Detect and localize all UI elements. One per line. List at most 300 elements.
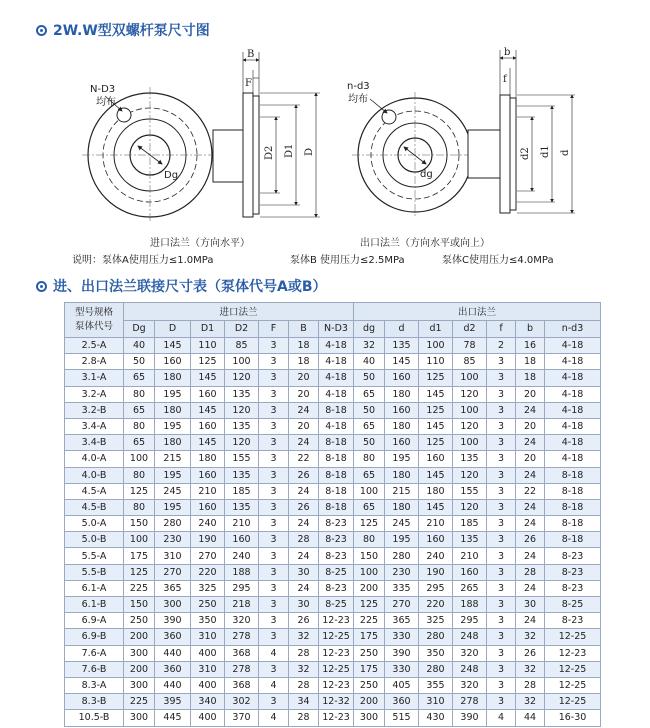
inlet-column-header: D1 [191, 320, 225, 338]
table-cell: 3 [487, 435, 516, 451]
table-cell: 8-18 [319, 435, 354, 451]
table-cell: 22 [516, 483, 545, 499]
section-title-dimension-drawing [36, 20, 210, 40]
table-cell: 3 [487, 386, 516, 402]
table-cell: 185 [225, 483, 259, 499]
table-cell: 302 [225, 694, 259, 710]
table-cell: 32 [289, 661, 319, 677]
table-cell: 100 [354, 564, 385, 580]
table-cell: 3 [487, 564, 516, 580]
table-cell: 145 [155, 338, 191, 354]
table-cell: 8-23 [545, 613, 601, 629]
model-cell: 6.9-B [65, 629, 124, 645]
table-cell: 430 [419, 710, 453, 726]
dim-F-label: F [245, 78, 252, 89]
dim-d2-label: d2 [520, 147, 531, 160]
table-cell: 160 [385, 370, 419, 386]
table-cell: 50 [354, 435, 385, 451]
table-cell: 3 [487, 402, 516, 418]
table-cell: 120 [225, 402, 259, 418]
table-cell: 200 [124, 629, 155, 645]
table-cell: 278 [225, 661, 259, 677]
table-cell: 120 [453, 386, 487, 402]
table-cell: 125 [191, 354, 225, 370]
table-cell: 24 [516, 613, 545, 629]
table-cell: 445 [155, 710, 191, 726]
inlet-dg-label: Dg [164, 170, 179, 181]
table-cell: 240 [419, 548, 453, 564]
table-cell: 360 [155, 629, 191, 645]
table-cell: 18 [516, 354, 545, 370]
flange-dimension-table [64, 302, 601, 727]
table-cell: 210 [225, 516, 259, 532]
table-cell: 135 [225, 499, 259, 515]
dim-f-label: f [503, 74, 507, 85]
table-cell: 26 [289, 499, 319, 515]
table-cell: 245 [155, 483, 191, 499]
outlet-column-header: d [385, 320, 419, 338]
model-cell: 8.3-B [65, 694, 124, 710]
table-cell: 215 [155, 451, 191, 467]
table-row [65, 435, 601, 451]
table-cell: 32 [516, 629, 545, 645]
table-cell: 8-23 [545, 564, 601, 580]
section-title-text: 2W.W型双螺杆泵尺寸图 [53, 23, 210, 39]
table-cell: 65 [124, 435, 155, 451]
table-row [65, 418, 601, 434]
table-cell: 160 [191, 499, 225, 515]
table-cell: 195 [155, 467, 191, 483]
table-cell: 295 [453, 613, 487, 629]
table-cell: 200 [354, 694, 385, 710]
model-cell: 3.2-A [65, 386, 124, 402]
inlet-column-header: D2 [225, 320, 259, 338]
table-cell: 8-18 [545, 467, 601, 483]
table-cell: 248 [453, 629, 487, 645]
table-cell: 120 [225, 435, 259, 451]
table-cell: 3 [259, 580, 289, 596]
section-title-flange-table [36, 276, 327, 296]
table-cell: 100 [225, 354, 259, 370]
table-cell: 390 [155, 613, 191, 629]
model-cell: 4.0-B [65, 467, 124, 483]
dim-d-label: d [560, 149, 571, 156]
table-cell: 50 [124, 354, 155, 370]
outlet-column-header: dg [354, 320, 385, 338]
table-row [65, 516, 601, 532]
table-cell: 180 [155, 435, 191, 451]
table-cell: 12-32 [319, 694, 354, 710]
table-cell: 30 [516, 597, 545, 613]
table-row [65, 499, 601, 515]
table-cell: 3 [487, 370, 516, 386]
table-row [65, 338, 601, 354]
table-row [65, 483, 601, 499]
table-cell: 4-18 [545, 338, 601, 354]
table-cell: 280 [419, 629, 453, 645]
table-cell: 120 [453, 499, 487, 515]
table-cell: 125 [354, 597, 385, 613]
table-cell: 26 [516, 532, 545, 548]
table-cell: 180 [385, 418, 419, 434]
table-cell: 8-23 [545, 580, 601, 596]
table-cell: 8-25 [545, 597, 601, 613]
table-cell: 4-18 [545, 402, 601, 418]
table-cell: 3 [487, 661, 516, 677]
table-cell: 135 [225, 467, 259, 483]
table-cell: 125 [124, 564, 155, 580]
table-cell: 3 [259, 661, 289, 677]
outlet-column-header: d2 [453, 320, 487, 338]
table-cell: 16 [516, 338, 545, 354]
section-title-text: 进、出口法兰联接尺寸表（泵体代号A或B） [53, 279, 327, 295]
table-cell: 225 [354, 613, 385, 629]
table-cell: 3 [259, 629, 289, 645]
table-cell: 210 [419, 516, 453, 532]
model-cell: 2.8-A [65, 354, 124, 370]
table-cell: 3 [259, 483, 289, 499]
table-cell: 195 [155, 499, 191, 515]
corner-line-2: 泵体代号 [74, 321, 113, 332]
table-cell: 34 [289, 694, 319, 710]
table-cell: 180 [419, 483, 453, 499]
model-cell: 4.0-A [65, 451, 124, 467]
table-cell: 145 [419, 467, 453, 483]
table-cell: 4-18 [319, 386, 354, 402]
table-cell: 8-18 [545, 532, 601, 548]
table-cell: 145 [419, 386, 453, 402]
model-cell: 7.6-B [65, 661, 124, 677]
table-cell: 12-25 [545, 661, 601, 677]
table-cell: 3 [259, 564, 289, 580]
table-cell: 30 [289, 597, 319, 613]
table-cell: 28 [289, 677, 319, 693]
table-cell: 135 [385, 338, 419, 354]
table-cell: 4-18 [319, 418, 354, 434]
model-cell: 3.4-A [65, 418, 124, 434]
table-cell: 3 [487, 532, 516, 548]
table-cell: 440 [155, 677, 191, 693]
model-cell: 10.5-B [65, 710, 124, 726]
table-row [65, 645, 601, 661]
table-cell: 220 [419, 597, 453, 613]
inlet-bolt-callout-2: 均布 [96, 97, 116, 108]
table-cell: 32 [289, 629, 319, 645]
table-cell: 26 [289, 467, 319, 483]
table-cell: 125 [419, 435, 453, 451]
table-row [65, 580, 601, 596]
pressure-note-c: 泵体C使用压力≤4.0MPa [442, 255, 554, 266]
table-cell: 280 [155, 516, 191, 532]
dim-D1-label: D1 [284, 143, 295, 158]
table-cell: 24 [289, 402, 319, 418]
table-cell: 515 [385, 710, 419, 726]
outlet-column-header: d1 [419, 320, 453, 338]
table-cell: 195 [155, 386, 191, 402]
table-cell: 188 [225, 564, 259, 580]
table-cell: 280 [385, 548, 419, 564]
table-cell: 180 [385, 499, 419, 515]
table-cell: 24 [516, 516, 545, 532]
table-cell: 3 [259, 354, 289, 370]
table-cell: 370 [225, 710, 259, 726]
model-cell: 6.9-A [65, 613, 124, 629]
table-cell: 28 [289, 645, 319, 661]
table-cell: 210 [191, 483, 225, 499]
table-cell: 145 [191, 435, 225, 451]
table-cell: 3 [259, 451, 289, 467]
table-cell: 40 [124, 338, 155, 354]
table-cell: 32 [516, 661, 545, 677]
dim-B-label: B [247, 49, 255, 60]
table-cell: 4 [259, 677, 289, 693]
table-cell: 200 [354, 580, 385, 596]
table-cell: 20 [516, 418, 545, 434]
table-cell: 185 [453, 516, 487, 532]
table-cell: 195 [155, 418, 191, 434]
table-cell: 135 [225, 418, 259, 434]
table-cell: 80 [354, 451, 385, 467]
table-cell: 440 [155, 645, 191, 661]
table-cell: 325 [419, 613, 453, 629]
table-cell: 8-23 [319, 580, 354, 596]
table-cell: 155 [225, 451, 259, 467]
table-cell: 175 [354, 661, 385, 677]
table-cell: 310 [191, 661, 225, 677]
pressure-note-b: 泵体B 使用压力≤2.5MPa [290, 255, 405, 266]
table-cell: 230 [155, 532, 191, 548]
table-cell: 4 [259, 645, 289, 661]
table-cell: 50 [354, 370, 385, 386]
table-cell: 3 [259, 532, 289, 548]
table-cell: 3 [487, 354, 516, 370]
table-cell: 270 [155, 564, 191, 580]
table-cell: 250 [124, 613, 155, 629]
table-cell: 405 [385, 677, 419, 693]
table-cell: 160 [191, 418, 225, 434]
table-cell: 65 [354, 386, 385, 402]
table-cell: 245 [385, 516, 419, 532]
table-row [65, 532, 601, 548]
table-cell: 160 [225, 532, 259, 548]
table-cell: 3 [259, 516, 289, 532]
model-cell: 5.0-A [65, 516, 124, 532]
table-row [65, 613, 601, 629]
table-cell: 20 [516, 386, 545, 402]
table-cell: 16-30 [545, 710, 601, 726]
table-cell: 4-18 [545, 418, 601, 434]
table-cell: 8-18 [545, 516, 601, 532]
table-cell: 85 [225, 338, 259, 354]
table-cell: 8-23 [545, 548, 601, 564]
inlet-column-header: F [259, 320, 289, 338]
model-cell: 3.2-B [65, 402, 124, 418]
table-cell: 300 [155, 597, 191, 613]
table-cell: 12-23 [319, 645, 354, 661]
table-cell: 3 [259, 370, 289, 386]
table-cell: 4-18 [545, 386, 601, 402]
model-cell: 4.5-B [65, 499, 124, 515]
table-cell: 24 [516, 499, 545, 515]
table-cell: 145 [419, 418, 453, 434]
table-cell: 12-25 [319, 629, 354, 645]
table-row [65, 451, 601, 467]
table-cell: 145 [191, 402, 225, 418]
table-cell: 125 [124, 483, 155, 499]
table-cell: 300 [124, 710, 155, 726]
dim-D-label: D [304, 147, 315, 156]
table-cell: 28 [516, 677, 545, 693]
table-cell: 44 [516, 710, 545, 726]
table-cell: 150 [124, 597, 155, 613]
table-cell: 160 [419, 532, 453, 548]
table-cell: 3 [259, 694, 289, 710]
table-cell: 8-18 [545, 499, 601, 515]
table-cell: 4-18 [545, 451, 601, 467]
table-cell: 65 [124, 402, 155, 418]
outlet-flange-side-view [468, 50, 575, 213]
table-cell: 160 [453, 564, 487, 580]
outlet-flange-caption: 出口法兰（方向水平或向上） [360, 238, 490, 249]
table-cell: 368 [225, 645, 259, 661]
table-cell: 80 [354, 532, 385, 548]
table-row [65, 629, 601, 645]
table-cell: 360 [155, 661, 191, 677]
table-cell: 195 [385, 532, 419, 548]
table-cell: 145 [191, 370, 225, 386]
table-cell: 8-23 [319, 516, 354, 532]
table-cell: 248 [453, 661, 487, 677]
table-cell: 4-18 [545, 370, 601, 386]
model-cell: 8.3-A [65, 677, 124, 693]
outlet-group-header: 出口法兰 [354, 303, 601, 321]
table-row [65, 370, 601, 386]
table-cell: 400 [191, 677, 225, 693]
table-cell: 20 [516, 451, 545, 467]
table-cell: 295 [419, 580, 453, 596]
table-cell: 355 [419, 677, 453, 693]
table-cell: 12-25 [545, 694, 601, 710]
table-cell: 12-25 [545, 677, 601, 693]
table-cell: 24 [516, 580, 545, 596]
model-cell: 7.6-A [65, 645, 124, 661]
table-row [65, 677, 601, 693]
table-cell: 8-18 [545, 483, 601, 499]
table-cell: 350 [419, 645, 453, 661]
table-cell: 340 [191, 694, 225, 710]
table-cell: 110 [419, 354, 453, 370]
table-cell: 65 [354, 499, 385, 515]
table-cell: 160 [191, 467, 225, 483]
table-cell: 225 [124, 580, 155, 596]
inlet-column-header: N-D3 [319, 320, 354, 338]
table-cell: 4-18 [319, 354, 354, 370]
table-cell: 120 [453, 418, 487, 434]
dim-D2-label: D2 [264, 145, 275, 160]
table-cell: 3 [259, 467, 289, 483]
table-cell: 3 [259, 418, 289, 434]
table-cell: 270 [385, 597, 419, 613]
table-cell: 310 [191, 629, 225, 645]
corner-line-1: 型号规格 [74, 307, 113, 318]
table-row [65, 386, 601, 402]
table-cell: 150 [124, 516, 155, 532]
table-cell: 295 [225, 580, 259, 596]
table-cell: 278 [225, 629, 259, 645]
table-row [65, 710, 601, 726]
table-cell: 100 [453, 402, 487, 418]
table-cell: 80 [124, 418, 155, 434]
table-cell: 3 [487, 548, 516, 564]
table-cell: 135 [225, 386, 259, 402]
table-cell: 240 [191, 516, 225, 532]
table-cell: 3 [259, 402, 289, 418]
table-cell: 26 [289, 613, 319, 629]
table-cell: 24 [289, 435, 319, 451]
table-cell: 3 [259, 338, 289, 354]
table-cell: 18 [289, 354, 319, 370]
table-cell: 8-18 [319, 467, 354, 483]
table-row [65, 467, 601, 483]
table-cell: 8-23 [319, 532, 354, 548]
table-cell: 8-25 [319, 597, 354, 613]
table-cell: 100 [453, 370, 487, 386]
table-cell: 3 [487, 613, 516, 629]
table-cell: 335 [385, 580, 419, 596]
table-cell: 32 [516, 694, 545, 710]
table-cell: 320 [453, 677, 487, 693]
table-cell: 22 [289, 451, 319, 467]
table-cell: 28 [289, 710, 319, 726]
table-cell: 300 [354, 710, 385, 726]
table-cell: 28 [516, 564, 545, 580]
table-cell: 150 [354, 548, 385, 564]
table-cell: 4-18 [545, 354, 601, 370]
table-cell: 320 [225, 613, 259, 629]
model-cell: 4.5-A [65, 483, 124, 499]
inlet-column-header: Dg [124, 320, 155, 338]
table-cell: 8-18 [319, 402, 354, 418]
table-cell: 28 [289, 532, 319, 548]
table-cell: 240 [225, 548, 259, 564]
table-cell: 155 [453, 483, 487, 499]
model-cell: 5.5-A [65, 548, 124, 564]
model-cell: 5.0-B [65, 532, 124, 548]
table-cell: 3 [487, 516, 516, 532]
model-cell: 3.1-A [65, 370, 124, 386]
outlet-bolt-callout-2: 均布 [348, 94, 368, 105]
bullet-icon [36, 281, 47, 292]
table-cell: 350 [191, 613, 225, 629]
table-cell: 24 [289, 580, 319, 596]
table-cell: 24 [516, 402, 545, 418]
table-cell: 320 [453, 645, 487, 661]
table-cell: 175 [124, 548, 155, 564]
inlet-flange-caption: 进口法兰（方向水平） [150, 238, 250, 249]
table-cell: 2 [487, 338, 516, 354]
table-cell: 100 [124, 451, 155, 467]
table-cell: 215 [385, 483, 419, 499]
table-cell: 3 [259, 435, 289, 451]
table-row [65, 548, 601, 564]
table-cell: 160 [385, 435, 419, 451]
table-cell: 8-18 [319, 451, 354, 467]
table-cell: 145 [419, 499, 453, 515]
bullet-icon [36, 25, 47, 36]
table-cell: 365 [155, 580, 191, 596]
table-cell: 395 [155, 694, 191, 710]
corner-header [65, 303, 124, 338]
